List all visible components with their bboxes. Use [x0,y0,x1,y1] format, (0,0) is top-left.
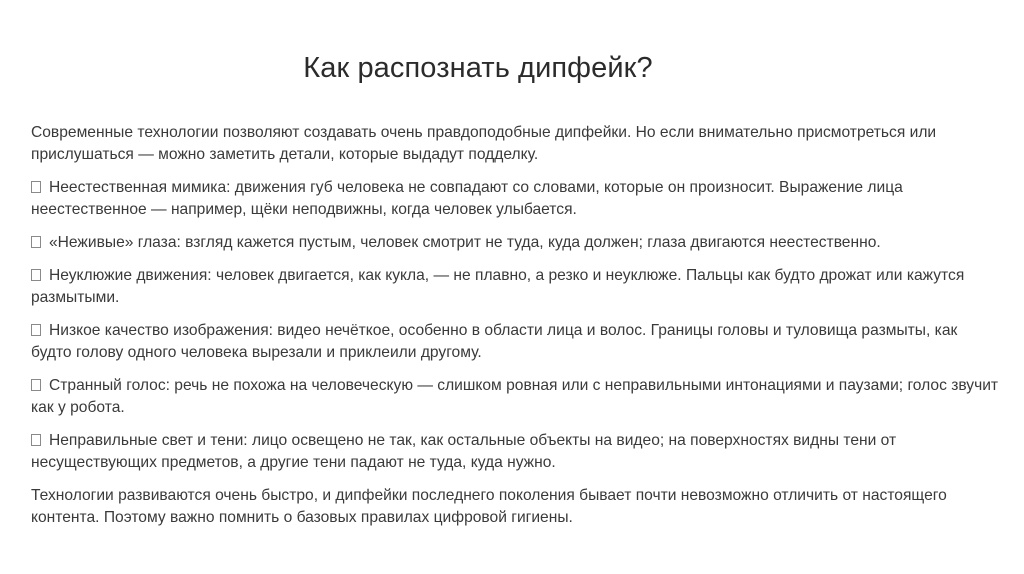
missing-glyph-box-icon [31,324,41,336]
missing-glyph-box-icon [31,379,41,391]
bullet-item-mimicry [31,177,1001,221]
missing-glyph-box-icon [31,181,41,193]
slide-content [31,122,1001,540]
bullet-item-voice [31,375,1001,419]
bullet-text: «Неживые» глаза: взгляд кажется пустым, человек смотрит не туда, куда должен; глаза двигаются неестественно. [49,234,881,251]
intro-paragraph: Современные технологии позволяют создавать очень правдоподобные дипфейки. Но если внимательно присмотреться или прислушаться — можно заметить детали, которые выдадут подделку. [31,124,937,163]
missing-glyph-box-icon [31,269,41,281]
outro-paragraph: Технологии развиваются очень быстро, и дипфейки последнего поколения бывает почти невозможно отличить от настоящего контента. Поэтому важно помнить о базовых правилах цифровой гигиены. [31,487,947,526]
bullet-item-eyes [31,232,1001,254]
bullet-item-light-shadows [31,430,1001,474]
missing-glyph-box-icon [31,434,41,446]
bullet-text: Странный голос: речь не похожа на человеческую — слишком ровная или с неправильными интонациями и паузами; голос звучит как у робота. [31,377,999,416]
bullet-item-movements [31,265,1001,309]
bullet-text: Неуклюжие движения: человек двигается, как кукла, — не плавно, а резко и неуклюже. Пальцы как будто дрожат или кажутся размытыми. [31,267,965,306]
bullet-text: Неестественная мимика: движения губ человека не совпадают со словами, которые он произносит. Выражение лица неестественное — например, щёки неподвижны, когда человек улыбается. [31,179,903,218]
bullet-text: Низкое качество изображения: видео нечёткое, особенно в области лица и волос. Границы головы и туловища размыты, как будто голову одного человека вырезали и приклеили другому. [31,322,958,361]
bullet-item-image-quality [31,320,1001,364]
bullet-text: Неправильные свет и тени: лицо освещено не так, как остальные объекты на видео; на поверхностях видны тени от несуществующих предметов, а другие тени падают не туда, куда нужно. [31,432,897,471]
slide-title: Как распознать дипфейк? [303,52,653,84]
missing-glyph-box-icon [31,236,41,248]
